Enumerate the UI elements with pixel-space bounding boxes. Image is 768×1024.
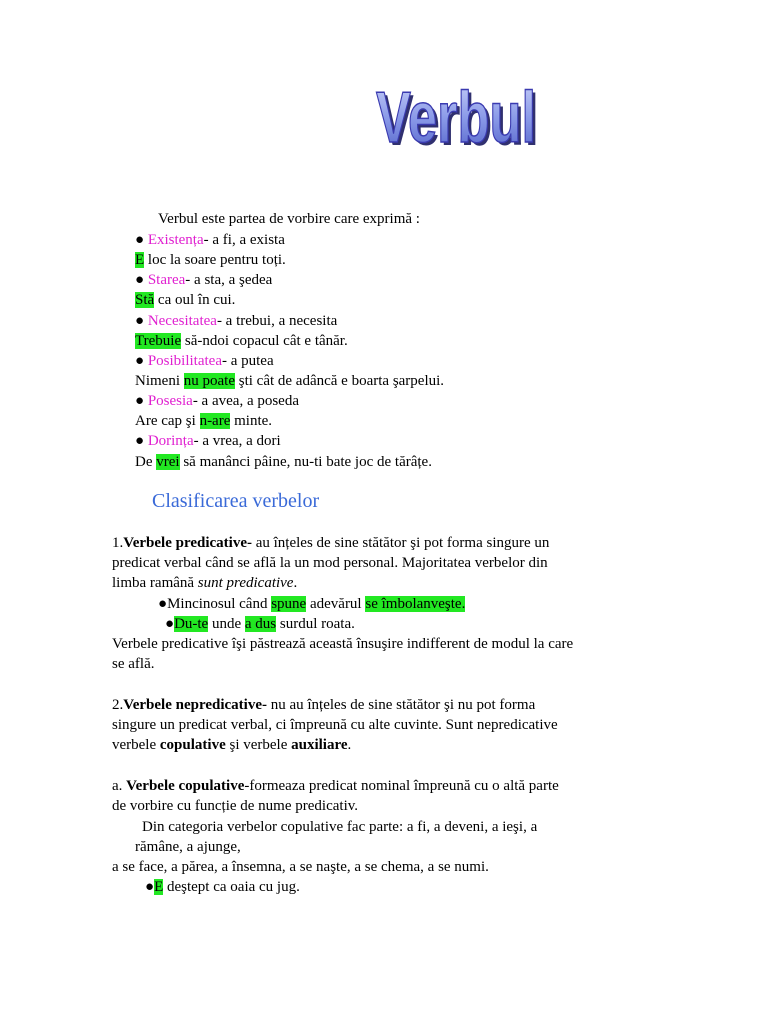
paragraph-line: de vorbire cu funcție de nume predicativ. — [112, 798, 359, 814]
example-line: Are cap şi n-are minte. — [135, 413, 273, 429]
category-line: ● Posibilitatea- a putea — [135, 353, 274, 369]
example-line: ●Mincinosul când spune adevărul se îmbolanveşte. — [158, 596, 466, 612]
highlighted-verb: Du-te — [174, 616, 209, 632]
paragraph-line: Verbele predicative îşi păstrează această însuşire indifferent de modul la care — [112, 636, 574, 652]
category-line: ● Starea- a sta, a şedea — [135, 272, 273, 288]
paragraph-line: singure un predicat verbal, ci împreună cu alte cuvinte. Sunt nepredicative — [112, 717, 558, 733]
category-name: Starea — [147, 272, 186, 288]
example-line: ●Du-te unde a dus surdul roata. — [165, 616, 355, 632]
term: Verbele nepredicative- — [123, 697, 267, 713]
paragraph-line: verbele copulative şi verbele auxiliare. — [112, 737, 352, 753]
title-text: Verbul — [376, 78, 536, 152]
category-line: ● Necesitatea- a trebui, a necesita — [135, 313, 338, 329]
paragraph-line: a. Verbele copulative-formeaza predicat nominal împreună cu o altă parte — [112, 778, 559, 794]
example-line: ●E deştept ca oaia cu jug. — [145, 879, 300, 895]
category-name: Posibilitatea — [147, 353, 222, 369]
example-line: De vrei să manânci pâine, nu-ti bate joc de tărâțe. — [135, 454, 432, 470]
example-line: Stă ca oul în cui. — [135, 292, 236, 308]
paragraph-line: rămâne, a ajunge, — [135, 839, 241, 855]
highlighted-verb: Stă — [135, 292, 155, 308]
wordart-title — [372, 72, 542, 152]
section-heading: Clasificarea verbelor — [152, 490, 320, 512]
category-name: Posesia — [147, 393, 193, 409]
highlighted-verb: E — [154, 879, 164, 895]
example-line: Trebuie să-ndoi copacul cât e tânăr. — [135, 333, 348, 349]
category-name: Existența — [147, 232, 204, 248]
category-name: Necesitatea — [147, 313, 217, 329]
highlighted-verb: nu poate — [183, 373, 235, 389]
category-name: Dorința — [147, 433, 194, 449]
highlighted-verb: spune — [271, 596, 307, 612]
example-line: Nimeni nu poate şti cât de adâncă e boarta şarpelui. — [135, 373, 445, 389]
paragraph-line: Din categoria verbelor copulative fac parte: a fi, a deveni, a ieşi, a — [142, 819, 538, 835]
highlighted-verb: vrei — [156, 454, 180, 470]
highlighted-verb: E — [135, 252, 145, 268]
term: Verbele copulative — [126, 778, 245, 794]
category-line: ● Dorința- a vrea, a dori — [135, 433, 281, 449]
highlighted-verb: n-are — [199, 413, 231, 429]
highlighted-verb: Trebuie — [135, 333, 182, 349]
example-line: E loc la soare pentru toți. — [135, 252, 286, 268]
paragraph-line: limba ramână sunt predicative. — [112, 575, 298, 591]
highlighted-verb: a dus — [244, 616, 277, 632]
category-line: ● Existența- a fi, a exista — [135, 232, 285, 248]
paragraph-line: 1.Verbele predicative- au înțeles de sine stătător şi pot forma singure un — [112, 535, 550, 551]
svg-text:Verbul — [376, 78, 536, 152]
highlighted-verb: se îmbolanveşte. — [365, 596, 466, 612]
term: Verbele predicative- — [123, 535, 252, 551]
category-line: ● Posesia- a avea, a poseda — [135, 393, 299, 409]
intro-text: Verbul este partea de vorbire care exprimă : — [158, 211, 420, 227]
paragraph-line: se află. — [112, 656, 155, 672]
title-shadow: Verbul — [379, 81, 539, 152]
paragraph-line: predicat verbal când se află la un mod personal. Majoritatea verbelor din — [112, 555, 548, 571]
paragraph-line: 2.Verbele nepredicative- nu au înțeles de sine stătător şi nu pot forma — [112, 697, 536, 713]
paragraph-line: a se face, a părea, a însemna, a se naşte, a se chema, a se numi. — [112, 859, 489, 875]
